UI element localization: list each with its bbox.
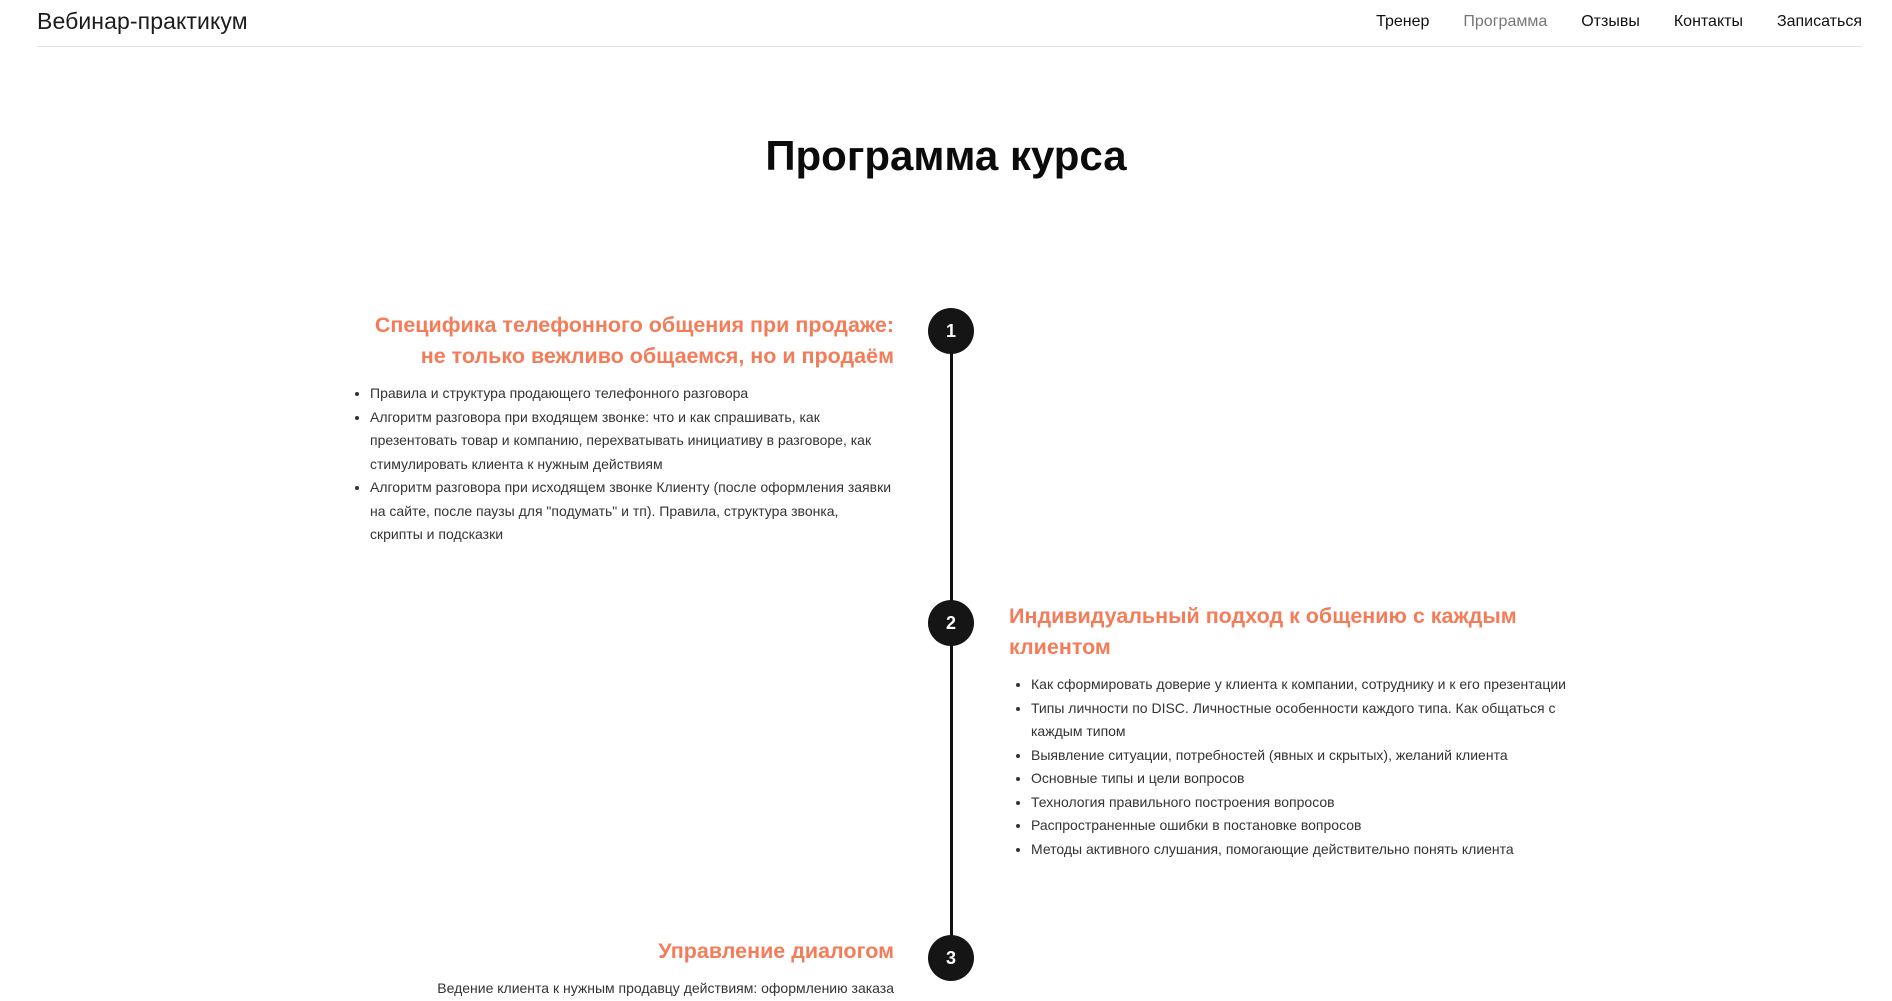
list-item: • Алгоритм разговора при входящем звонке: что и как спрашивать, как презентовать товар и компанию, перехватывать инициативу в разговоре, как стимулировать клиента к нужным действиям — [370, 406, 894, 477]
timeline-line — [950, 320, 953, 980]
list-item: • Как сформировать доверие у клиента к компании, сотруднику и к его презентации — [1031, 673, 1569, 697]
program-step-2 — [1009, 601, 1569, 861]
list-item: • Алгоритм разговора при исходящем звонке Клиенту (после оформления заявки на сайте, после паузы для "подумать" и тп). Правила, структура звонка, скрипты и подсказки — [370, 476, 894, 547]
step-items-list — [348, 382, 894, 547]
list-item: • Основные типы и цели вопросов — [1031, 767, 1569, 791]
nav-item-program[interactable]: Программа — [1463, 13, 1548, 30]
list-item: • Типы личности по DISC. Личностные особенности каждого типа. Как общаться с каждым типом — [1031, 697, 1569, 744]
list-item: • Технология правильного построения вопросов — [1031, 791, 1569, 815]
step-description: Ведение клиента к нужным продавцу действиям: оформлению заказа — [437, 980, 894, 996]
step-number-badge: 3 — [928, 935, 974, 981]
brand-logo[interactable]: Вебинар-практикум — [37, 8, 248, 34]
nav-item-reviews[interactable]: Отзывы — [1581, 13, 1640, 30]
nav-item-contacts[interactable]: Контакты — [1673, 13, 1743, 30]
step-items-list — [1009, 673, 1569, 861]
program-step-3 — [348, 936, 894, 1001]
list-item: • Выявление ситуации, потребностей (явных и скрытых), желаний клиента — [1031, 744, 1569, 768]
step-number-badge: 2 — [928, 600, 974, 646]
list-item: • Методы активного слушания, помогающие действительно понять клиента — [1031, 838, 1569, 862]
top-navbar — [37, 0, 1862, 47]
list-item: • Распространенные ошибки в постановке вопросов — [1031, 814, 1569, 838]
nav-item-trainer[interactable]: Тренер — [1376, 13, 1430, 30]
main-nav — [1342, 13, 1862, 31]
step-title: Индивидуальный подход к общению с каждым клиентом — [1009, 604, 1517, 659]
list-item: • Правила и структура продающего телефонного разговора — [370, 382, 894, 406]
step-title: Управление диалогом — [658, 939, 894, 963]
nav-item-signup[interactable]: Записаться — [1776, 13, 1862, 30]
program-step-1 — [348, 310, 894, 547]
step-title: Специфика телефонного общения при продаже: не только вежливо общаемся, но и продаём — [374, 313, 894, 368]
section-title: Программа курса — [765, 132, 1127, 179]
step-number-badge: 1 — [928, 308, 974, 354]
